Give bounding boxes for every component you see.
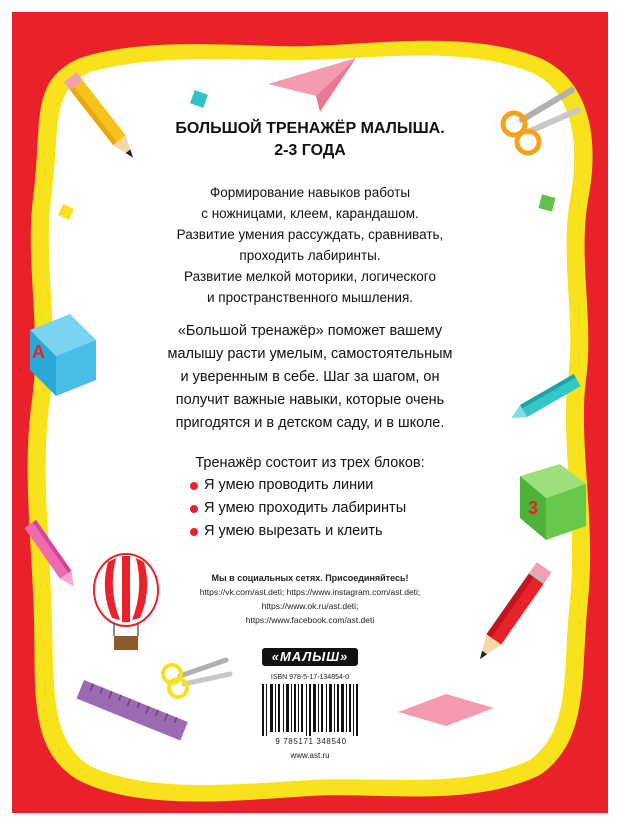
skills-line: Развитие умения рассуждать, сравнивать, [176, 227, 444, 242]
bullet-icon [190, 505, 198, 513]
blocks-list [190, 474, 406, 543]
skills-line: с ножницами, клеем, карандашом. [201, 206, 419, 221]
skills-paragraph [105, 182, 515, 308]
block-label: Я умею проводить линии [204, 477, 374, 493]
title-line-2: 2-3 ГОДА [274, 142, 346, 159]
skills-line: проходить лабиринты. [239, 248, 381, 263]
book-title [110, 118, 510, 162]
about-paragraph [105, 320, 515, 435]
about-line: получит важные навыки, которые очень [175, 392, 445, 408]
social-links [150, 571, 470, 627]
bullet-icon [190, 528, 198, 536]
social-heading: Мы в социальных сетях. Присоединяйтесь! [211, 573, 409, 583]
publisher-logo: «МАЛЫШ» [271, 649, 349, 664]
cube-right-digit: 3 [528, 498, 539, 518]
blocks-title: Тренажёр состоит из трех блоков: [195, 455, 425, 471]
skills-line: Развитие мелкой моторики, логического [184, 269, 436, 284]
skills-line: и пространственного мышления. [206, 290, 414, 305]
cube-left-letter: А [32, 342, 45, 362]
list-item [190, 520, 406, 543]
skills-line: Формирование навыков работы [209, 185, 411, 200]
about-line: пригодятся и в детском саду, и в школе. [175, 415, 445, 431]
website-url: www.ast.ru [290, 751, 330, 760]
title-line-1: БОЛЬШОЙ ТРЕНАЖЁР МАЛЫША. [175, 120, 445, 137]
about-line: и уверенным в себе. Шаг за шагом, он [180, 369, 440, 385]
social-links-line: https://vk.com/ast.deti; https://www.instagram.com/ast.deti; [199, 587, 421, 597]
isbn: ISBN 978-5-17-134854-0 [270, 674, 350, 681]
social-links-line: https://www.facebook.com/ast.deti [245, 615, 375, 625]
list-item [190, 497, 406, 520]
barcode-digits: 9 785171 348540 [275, 737, 347, 746]
bullet-icon [190, 482, 198, 490]
list-item [190, 474, 406, 497]
block-label: Я умею проходить лабиринты [204, 500, 407, 516]
social-links-line: https://www.ok.ru/ast.deti; [261, 601, 359, 611]
about-line: «Большой тренажёр» поможет вашему [177, 323, 443, 339]
block-label: Я умею вырезать и клеить [204, 523, 383, 539]
about-line: малышу расти умелым, самостоятельным [167, 346, 453, 362]
